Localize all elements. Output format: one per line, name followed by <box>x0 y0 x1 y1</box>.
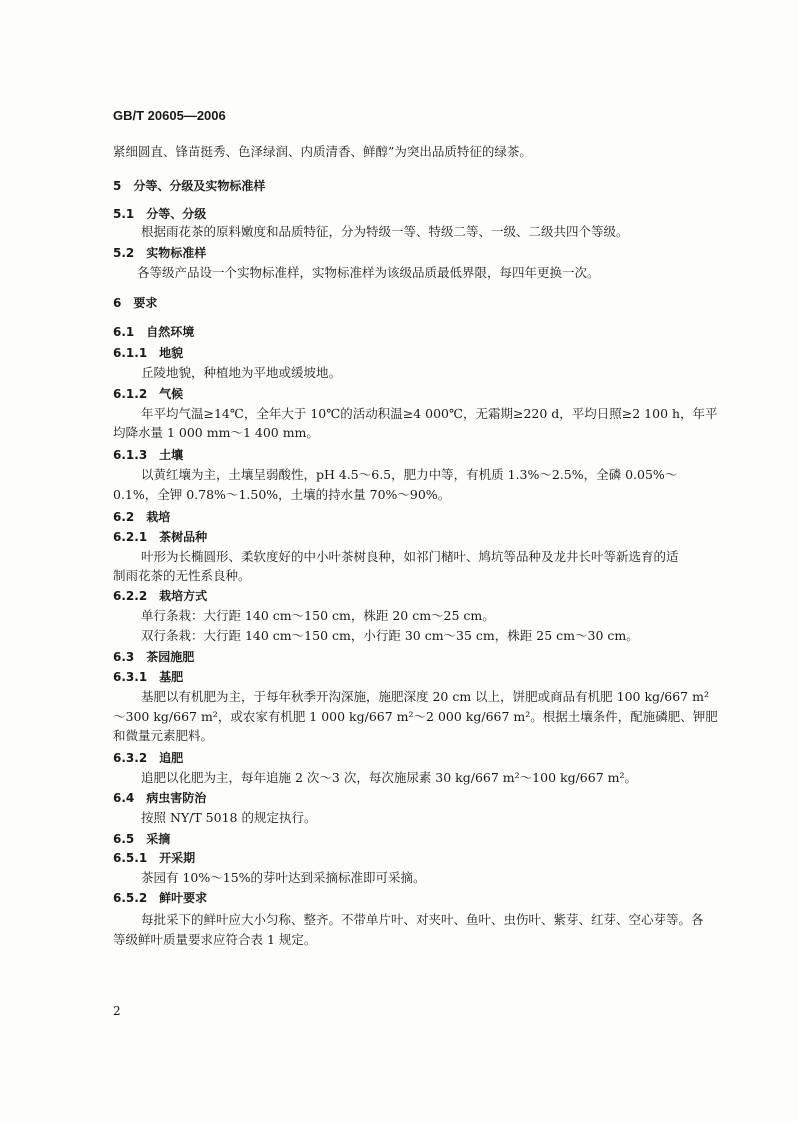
section-heading-6-1 <box>113 323 194 341</box>
section-title: 自然环境 <box>146 325 195 339</box>
section-title: 采摘 <box>146 832 171 846</box>
section-title: 茶树品种 <box>159 530 208 544</box>
section-number: 5 <box>113 179 122 193</box>
paragraph-line: 每批采下的鲜叶应大小匀称、整齐。不带单片叶、对夹叶、鱼叶、虫伤叶、紫芽、红芽、空心芽等。各 <box>141 912 704 927</box>
paragraph-line: 根据雨花茶的原料嫩度和品质特征，分为特级一等、特级二等、一级、二级共四个等级。 <box>141 224 629 239</box>
section-title: 栽培方式 <box>159 589 208 603</box>
paragraph-line: 年平均气温≥14℃，全年大于 10℃的活动积温≥4 000℃，无霜期≥220 d，平均日照≥2 100 h，年平 <box>141 406 718 421</box>
section-heading-5 <box>113 177 265 195</box>
section-number: 6.2.2 <box>113 589 148 603</box>
section-heading-6-4 <box>113 789 206 807</box>
section-number: 6.1.3 <box>113 448 148 462</box>
section-title: 开采期 <box>159 851 196 865</box>
paragraph-line: 叶形为长椭圆形、柔软度好的中小叶茶树良种，如祁门槠叶、鸠坑等品种及龙井长叶等新选育的适 <box>141 549 679 564</box>
paragraph-line: 茶园有 10%～15%的芽叶达到采摘标准即可采摘。 <box>141 870 426 885</box>
section-heading-6 <box>113 294 157 312</box>
section-heading-6-2 <box>113 508 170 526</box>
section-title: 分等、分级 <box>146 207 207 221</box>
section-number: 6.3.2 <box>113 751 148 765</box>
section-heading-6-3-1 <box>113 668 183 686</box>
section-title: 追肥 <box>159 751 184 765</box>
section-heading-6-2-2 <box>113 587 207 605</box>
section-heading-6-5-2 <box>113 889 207 907</box>
paragraph-line: 均降水量 1 000 mm～1 400 mm。 <box>113 425 319 440</box>
section-title: 基肥 <box>159 670 184 684</box>
paragraph-line: 追肥以化肥为主，每年追施 2 次～3 次，每次施尿素 30 kg/667 m²～100 kg/667 m²。 <box>141 770 637 785</box>
section-number: 6.2 <box>113 510 135 524</box>
standard-code: GB/T 20605—2006 <box>113 108 226 123</box>
paragraph-line: 0.1%，全钾 0.78%～1.50%，土壤的持水量 70%～90%。 <box>113 487 451 502</box>
section-title: 茶园施肥 <box>146 650 195 664</box>
section-number: 6.2.1 <box>113 530 148 544</box>
section-title: 栽培 <box>146 510 171 524</box>
paragraph-line: 基肥以有机肥为主，于每年秋季开沟深施，施肥深度 20 cm 以上，饼肥或商品有机肥 100 kg/667 m² <box>141 689 709 704</box>
section-title: 实物标准样 <box>146 246 207 260</box>
section-heading-5-1 <box>113 205 206 223</box>
section-heading-6-1-2 <box>113 385 183 403</box>
section-number: 6.5 <box>113 832 135 846</box>
section-heading-5-2 <box>113 244 206 262</box>
section-number: 6.1.2 <box>113 387 148 401</box>
section-title: 土壤 <box>159 448 184 462</box>
paragraph-line: 双行条栽：大行距 140 cm～150 cm，小行距 30 cm～35 cm，株距 25 cm～30 cm。 <box>141 628 639 643</box>
paragraph-line: ～300 kg/667 m²，或农家有机肥 1 000 kg/667 m²～2 000 kg/667 m²。根据土壤条件，配施磷肥、钾肥 <box>113 709 718 724</box>
section-title: 病虫害防治 <box>146 791 207 805</box>
section-title: 气候 <box>159 387 184 401</box>
section-title: 鲜叶要求 <box>159 891 208 905</box>
section-number: 6.5.2 <box>113 891 148 905</box>
page-number: 2 <box>113 1004 121 1018</box>
section-number: 5.1 <box>113 207 135 221</box>
section-number: 6.1.1 <box>113 346 148 360</box>
paragraph-line: 以黄红壤为主，土壤呈弱酸性，pH 4.5～6.5，肥力中等，有机质 1.3%～2.5%，全磷 0.05%～ <box>141 467 678 482</box>
section-number: 6.1 <box>113 325 135 339</box>
section-title: 地貌 <box>159 346 184 360</box>
section-number: 6.4 <box>113 791 135 805</box>
section-title: 分等、分级及实物标准样 <box>133 179 266 193</box>
paragraph-line: 单行条栽：大行距 140 cm～150 cm，株距 20 cm～25 cm。 <box>141 608 495 623</box>
section-number: 6 <box>113 296 122 310</box>
section-heading-6-1-3 <box>113 446 183 464</box>
section-heading-6-5-1 <box>113 849 195 867</box>
section-heading-6-1-1 <box>113 344 183 362</box>
paragraph-line: 制雨花茶的无性系良种。 <box>113 568 251 583</box>
paragraph-line: 等级鲜叶质量要求应符合表 1 规定。 <box>113 932 317 947</box>
section-heading-6-3 <box>113 648 194 666</box>
section-heading-6-3-2 <box>113 749 183 767</box>
section-heading-6-5 <box>113 830 170 848</box>
section-title: 要求 <box>133 296 158 310</box>
section-number: 6.5.1 <box>113 851 148 865</box>
paragraph-line: 按照 NY/T 5018 的规定执行。 <box>141 810 317 825</box>
section-number: 6.3.1 <box>113 670 148 684</box>
section-heading-6-2-1 <box>113 528 207 546</box>
section-number: 6.3 <box>113 650 135 664</box>
section-number: 5.2 <box>113 246 135 260</box>
paragraph-line: 各等级产品设一个实物标准样，实物标准样为该级品质最低界限，每四年更换一次。 <box>137 265 600 280</box>
paragraph-line: 丘陵地貌，种植地为平地或缓坡地。 <box>141 365 342 380</box>
paragraph-line: 和微量元素肥料。 <box>113 728 214 743</box>
paragraph-line: 紧细圆直、锋苗挺秀、色泽绿润、内质清香、鲜醇”为突出品质特征的绿茶。 <box>113 144 532 159</box>
